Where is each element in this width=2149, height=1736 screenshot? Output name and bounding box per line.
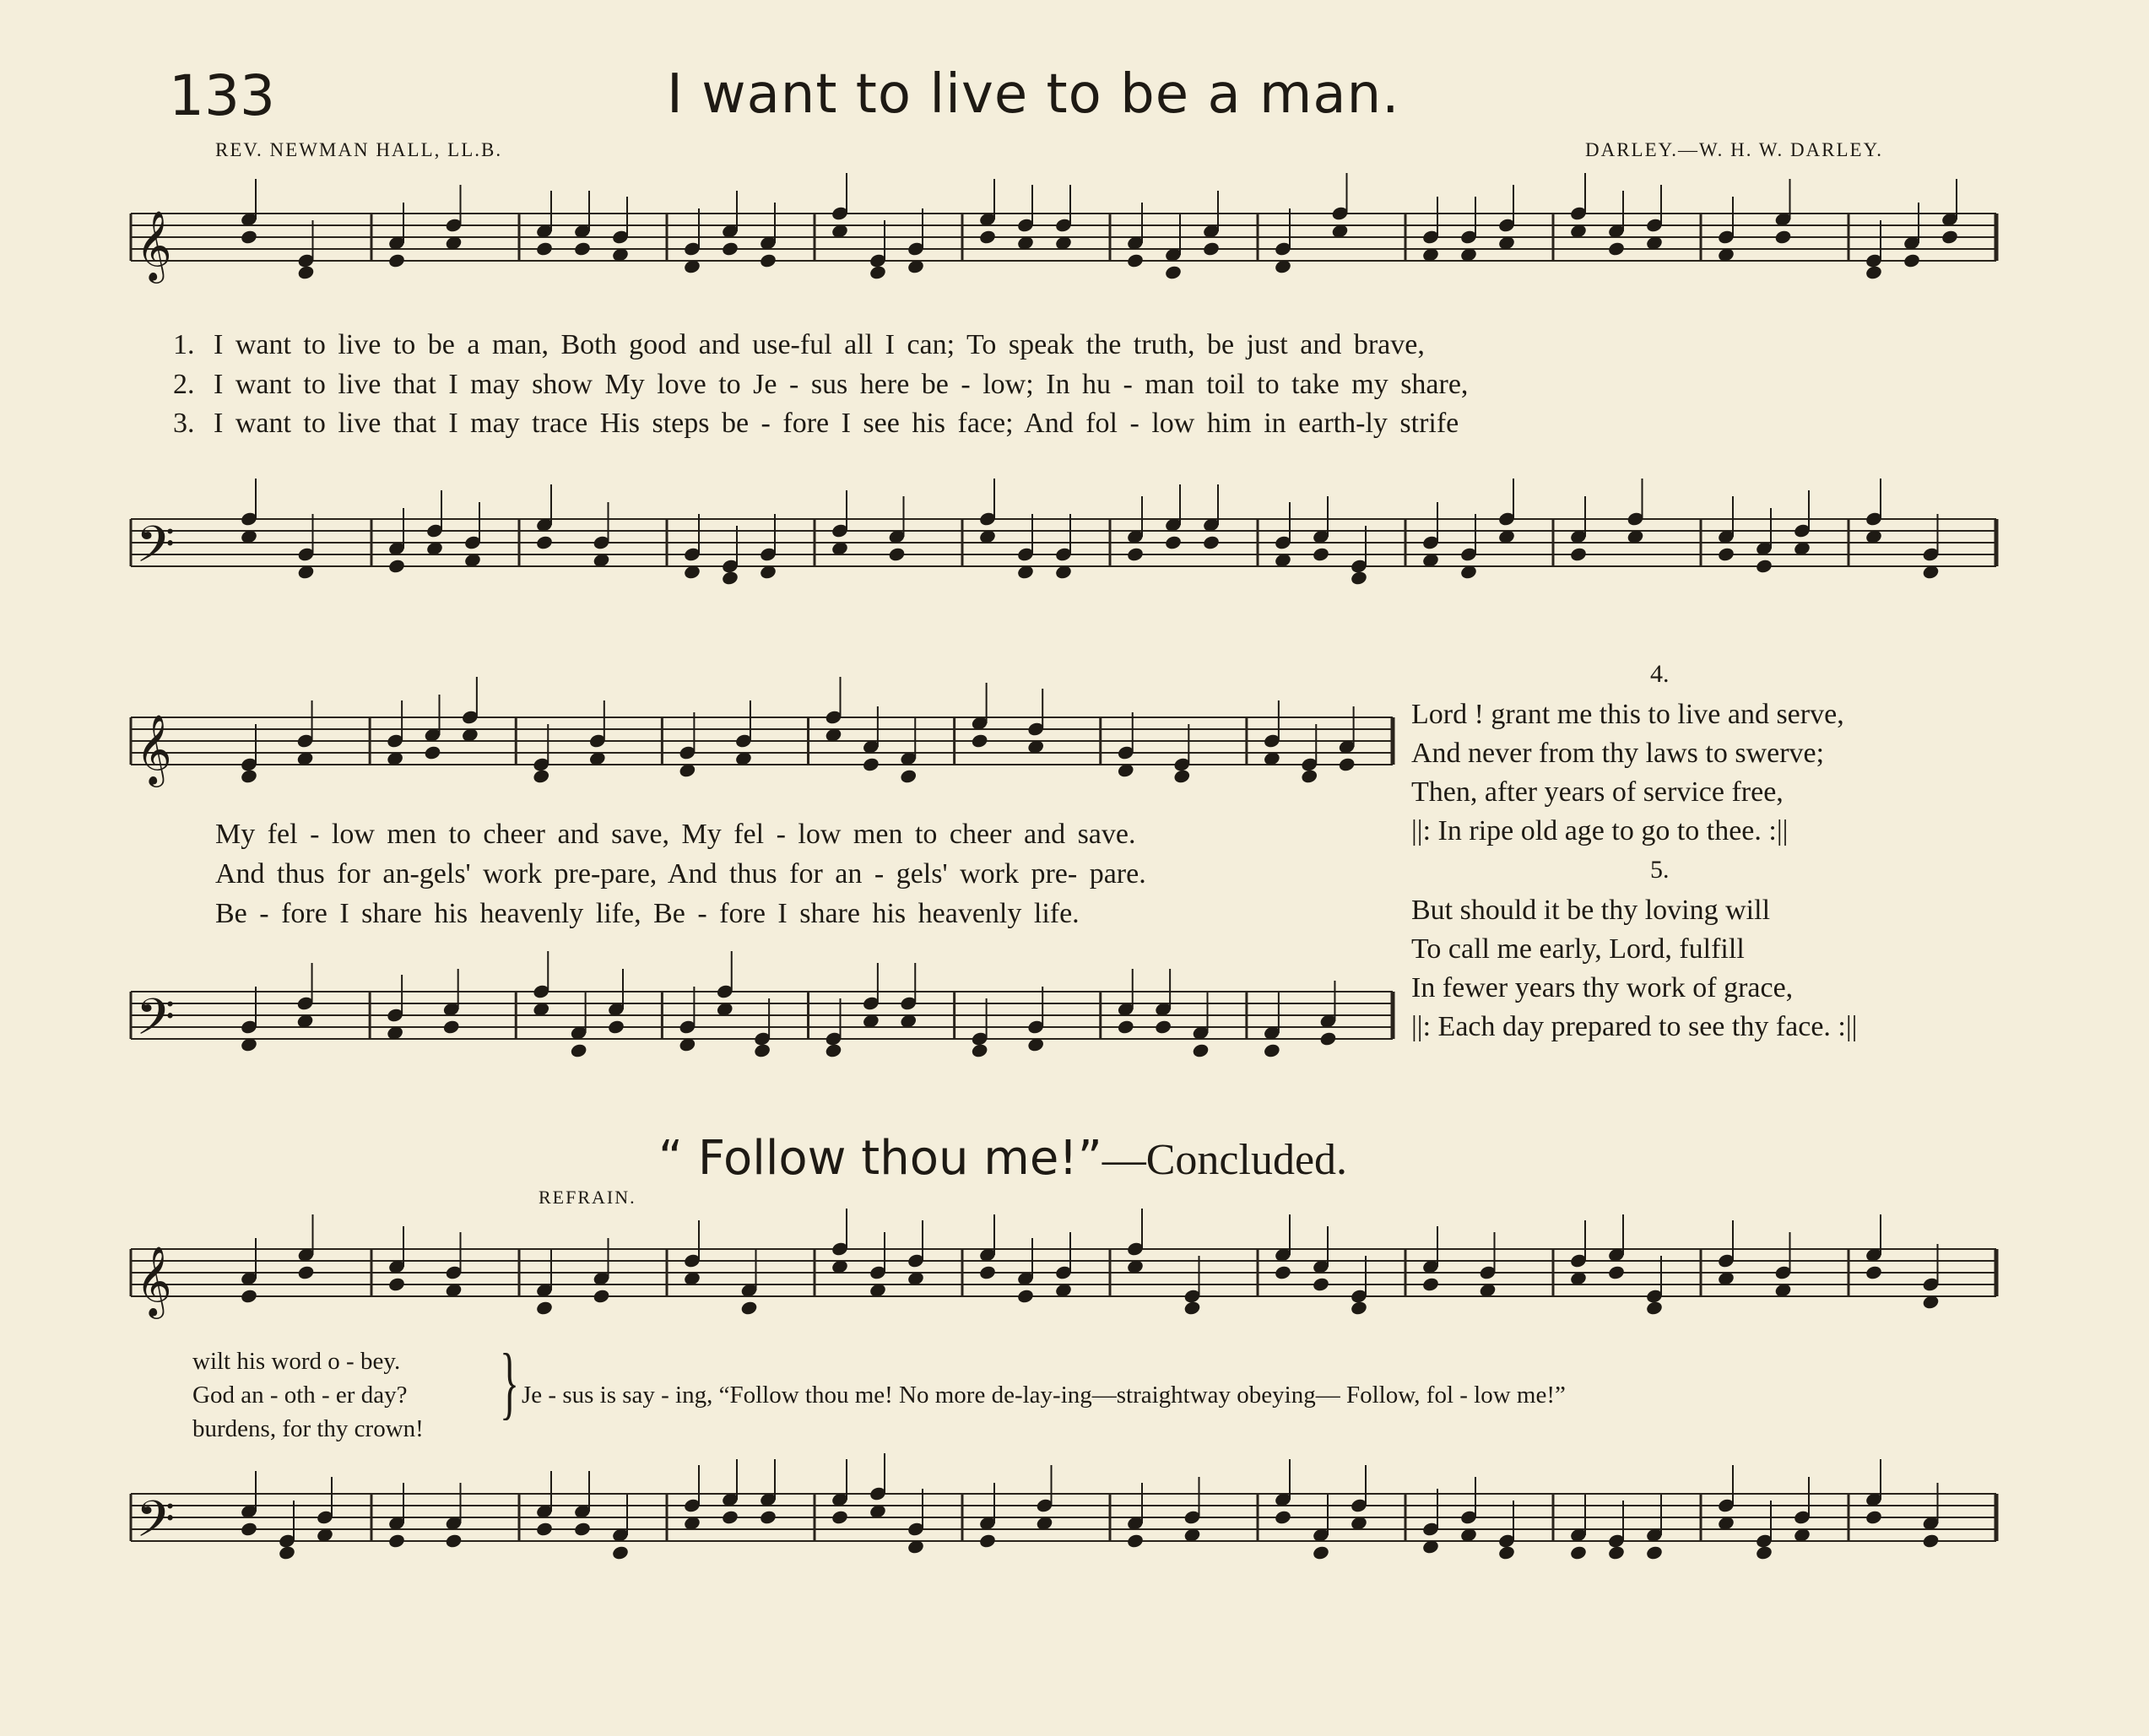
note-head: [978, 1533, 997, 1549]
section-title-suffix: —Concluded.: [1102, 1136, 1348, 1184]
note-head: [1192, 1042, 1210, 1058]
note-head: [278, 1544, 296, 1560]
note-head: [1338, 756, 1356, 772]
refrain-main-lyric: Je - sus is say - ing, “Follow thou me! No more de-lay-ing—straightway obeying— Follow, fol - low me!”: [522, 1382, 1566, 1409]
note-head: [570, 1042, 588, 1058]
note-head: [831, 1509, 849, 1525]
note-head: [573, 1521, 592, 1537]
note-head: [721, 1509, 739, 1525]
note-head: [825, 1042, 843, 1058]
note-head: [1274, 1264, 1292, 1280]
brace-icon: }: [500, 1337, 520, 1427]
verse-line: In fewer years thy work of grace,: [1411, 972, 1794, 1003]
bass-clef-icon: 𝄢: [136, 515, 176, 586]
note-head: [1497, 1544, 1516, 1560]
note-head: [759, 1509, 777, 1525]
note-head: [573, 241, 592, 257]
note-head: [240, 1521, 258, 1537]
verse-2-line: [173, 369, 1468, 401]
system2-treble-staff: [131, 696, 1393, 814]
hymn-title: I want to live to be a man.: [667, 63, 1400, 126]
note-head: [1164, 264, 1183, 280]
note-head: [1865, 1509, 1883, 1525]
note-head: [1755, 558, 1773, 574]
note-head: [297, 264, 316, 280]
verse-number: 3.: [173, 408, 195, 439]
verse-5-block: [1411, 851, 1857, 1046]
treble-clef-icon: 𝄞: [136, 209, 172, 280]
note-head: [387, 1276, 406, 1292]
staff-lines: [131, 1494, 1996, 1541]
note-head: [240, 229, 258, 245]
note-head: [445, 1533, 463, 1549]
note-head: [1774, 229, 1793, 245]
refrain-left-lyric-1: wilt his word o - bey.: [192, 1348, 401, 1375]
note-head: [1300, 768, 1318, 784]
note-head: [593, 1288, 611, 1304]
note-head: [1755, 1544, 1773, 1560]
treble-clef-icon: 𝄞: [136, 713, 172, 784]
note-head: [971, 733, 989, 749]
system1-treble-staff: [131, 192, 1996, 311]
note-head: [535, 241, 554, 257]
note-head: [759, 252, 777, 268]
note-head: [1319, 1030, 1338, 1046]
note-head: [899, 768, 918, 784]
note-head: [1263, 1042, 1281, 1058]
system1-bass-staff: [131, 498, 1996, 616]
system2-lyric-1: My fel - low men to cheer and save, My fel - low men to cheer and save.: [215, 819, 1136, 850]
note-head: [978, 229, 997, 245]
section-title-main: “ Follow thou me!”: [658, 1131, 1102, 1186]
system2-bass-staff: [131, 971, 1393, 1089]
note-head: [611, 1544, 630, 1560]
verse-number: 4.: [1650, 660, 1670, 688]
note-head: [1421, 1276, 1440, 1292]
note-head: [869, 264, 887, 280]
note-head: [1312, 1544, 1330, 1560]
note-head: [1202, 241, 1221, 257]
note-head: [1202, 534, 1221, 550]
note-head: [1645, 1544, 1664, 1560]
note-head: [1126, 546, 1145, 562]
verse-line: ||: Each day prepared to see thy face. :||: [1411, 1011, 1858, 1042]
note-head: [1126, 1533, 1145, 1549]
system2-lyric-3: Be - fore I share his heavenly life, Be - fore I share his heavenly life.: [215, 898, 1080, 929]
note-head: [532, 768, 550, 784]
note-head: [1164, 534, 1183, 550]
note-head: [862, 756, 880, 772]
note-head: [1717, 546, 1735, 562]
refrain-left-lyric-2: God an - oth - er day?: [192, 1382, 408, 1409]
lyric-text: I want to live that I may show My love to Je - sus here be - low; In hu - man toil to take my share,: [214, 369, 1469, 400]
note-head: [1607, 1264, 1626, 1280]
verse-line: To call me early, Lord, fulfill: [1411, 933, 1745, 965]
note-head: [740, 1300, 759, 1316]
note-head: [1903, 252, 1921, 268]
lyric-text: I want to live to be a man, Both good and use-ful all I can; To speak the truth, be just and brave,: [214, 329, 1425, 360]
note-head: [1865, 264, 1883, 280]
note-head: [607, 1019, 625, 1035]
refrain-treble-staff: [131, 1228, 1996, 1346]
note-head: [1865, 1264, 1883, 1280]
note-head: [1117, 1019, 1135, 1035]
verse-3-line: [173, 408, 1459, 440]
note-head: [1569, 1544, 1588, 1560]
note-head: [1312, 1276, 1330, 1292]
note-head: [442, 1019, 461, 1035]
note-head: [1645, 1300, 1664, 1316]
author-credit: REV. NEWMAN HALL, LL.B.: [215, 139, 503, 160]
note-head: [1922, 1533, 1941, 1549]
bass-clef-icon: 𝄢: [136, 987, 176, 1058]
staff-lines: [131, 717, 1393, 765]
note-head: [535, 534, 554, 550]
note-head: [1183, 1300, 1202, 1316]
note-head: [721, 570, 739, 586]
note-head: [387, 252, 406, 268]
hymn-number: 133: [169, 63, 275, 128]
refrain-label: REFRAIN.: [539, 1187, 636, 1208]
verse-number: 5.: [1650, 856, 1670, 884]
verse-number: 1.: [173, 329, 195, 360]
verse-4-block: [1411, 655, 1844, 851]
note-head: [1941, 229, 1959, 245]
note-head: [1126, 252, 1145, 268]
verse-line: Lord ! grant me this to live and serve,: [1411, 699, 1844, 730]
note-head: [1350, 1300, 1368, 1316]
note-head: [1350, 570, 1368, 586]
note-head: [1274, 1509, 1292, 1525]
note-head: [1607, 1544, 1626, 1560]
note-head: [1154, 1019, 1172, 1035]
note-head: [535, 1521, 554, 1537]
note-head: [387, 1533, 406, 1549]
note-head: [424, 744, 442, 760]
note-head: [1607, 241, 1626, 257]
system2-lyric-2: And thus for an-gels' work pre-pare, And thus for an - gels' work pre- pare.: [215, 858, 1146, 890]
verse-line: Then, after years of service free,: [1411, 776, 1784, 808]
note-head: [1172, 768, 1191, 784]
bass-clef-icon: 𝄢: [136, 1490, 176, 1560]
note-head: [888, 546, 907, 562]
verse-line: But should it be thy loving will: [1411, 895, 1771, 926]
note-head: [971, 1042, 989, 1058]
verse-line: And never from thy laws to swerve;: [1411, 738, 1825, 769]
note-head: [978, 1264, 997, 1280]
note-head: [297, 1264, 316, 1280]
note-head: [1312, 546, 1330, 562]
note-head: [721, 241, 739, 257]
composer-credit: DARLEY.—W. H. W. DARLEY.: [1585, 139, 1883, 160]
verse-1-line: [173, 329, 1425, 361]
note-head: [753, 1042, 771, 1058]
lyric-text: I want to live that I may trace His steps be - fore I see his face; And fol - low him in earth-ly strife: [214, 408, 1459, 439]
note-head: [535, 1300, 554, 1316]
note-head: [1569, 546, 1588, 562]
treble-clef-icon: 𝄞: [136, 1245, 172, 1316]
note-head: [240, 1288, 258, 1304]
note-head: [387, 558, 406, 574]
section-title: [658, 1131, 1347, 1186]
note-head: [1016, 1288, 1035, 1304]
verse-number: 2.: [173, 369, 195, 400]
refrain-left-lyric-3: burdens, for thy crown!: [192, 1415, 424, 1442]
note-head: [240, 768, 258, 784]
refrain-bass-staff: [131, 1473, 1996, 1591]
verse-line: ||: In ripe old age to go to thee. :||: [1411, 815, 1789, 846]
